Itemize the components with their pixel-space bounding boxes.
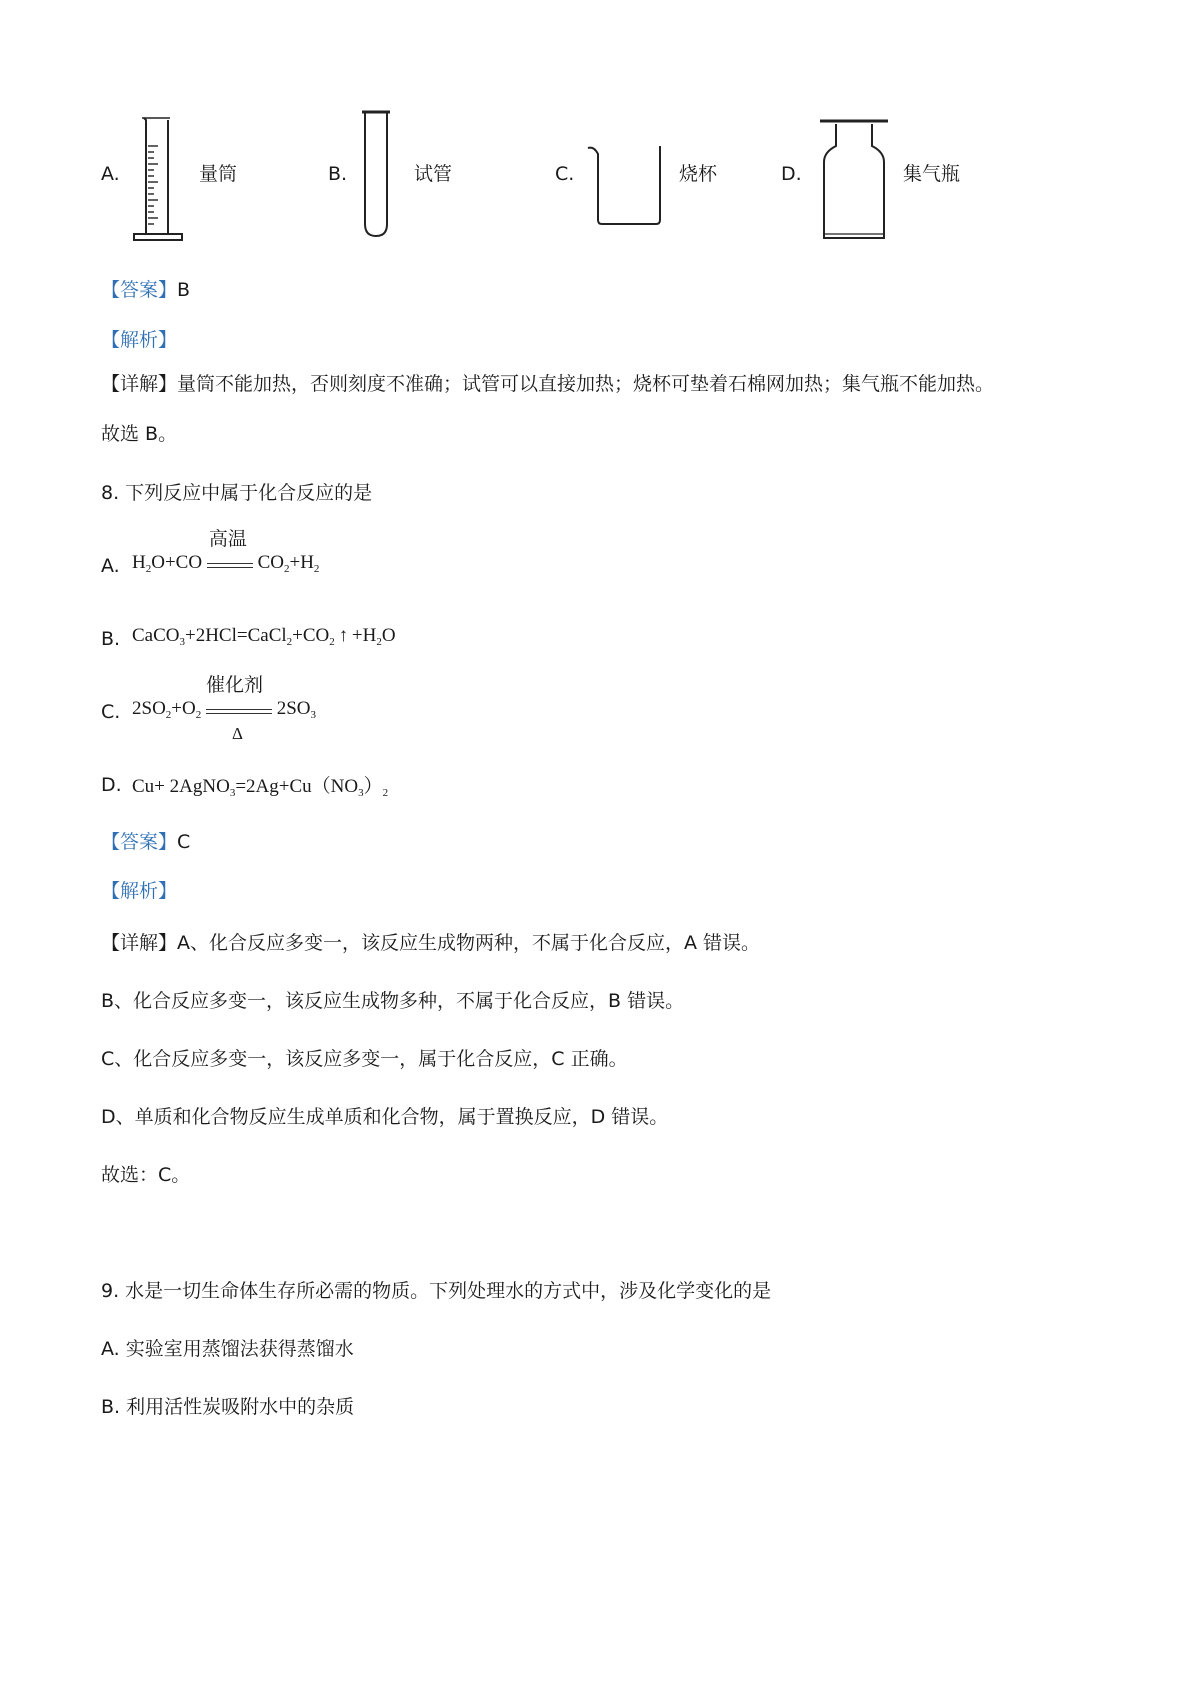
q7-option-c-letter: C.	[555, 163, 575, 185]
q8-option-a-letter: A.	[101, 555, 120, 577]
q8-answer-line	[101, 830, 190, 854]
q7-option-b-name: 试管	[414, 163, 453, 185]
gas-jar-icon	[818, 118, 890, 242]
q8-option-d-letter: D.	[101, 774, 122, 796]
q8-detail-line-b: B、化合反应多变一，该反应生成物多种，不属于化合反应，B 错误。	[101, 990, 685, 1012]
q9-option-a: A. 实验室用蒸馏法获得蒸馏水	[101, 1338, 354, 1360]
q8-option-b-equation: $CaCO_3+2HCl=CaCl_2+CO_2$ ↑ $+H_2O$	[132, 625, 396, 648]
q7-answer-tag: 【答案】	[101, 279, 178, 301]
q7-answer-line	[101, 278, 190, 302]
q7-detail-line	[101, 372, 994, 396]
q8-option-b-letter: B.	[101, 628, 121, 650]
q7-option-a-letter: A.	[101, 163, 120, 185]
beaker-icon	[586, 142, 666, 228]
q7-detail-text: 量筒不能加热，否则刻度不准确；试管可以直接加热；烧杯可垫着石棉网加热；集气瓶不能加热。	[177, 373, 995, 395]
q8-option-c-letter: C.	[101, 701, 121, 723]
q8-option-d-equation: $Cu+ 2AgNO_3=2Ag+Cu(NO_3)_2$	[132, 776, 389, 799]
q8-conclusion: 故选：C。	[101, 1164, 191, 1186]
q8-analysis-tag: 【解析】	[101, 880, 178, 902]
q8-option-a-equation: $H_2O+CO$ 高温 $CO_2+H_2$	[132, 552, 319, 574]
test-tube-icon	[360, 110, 392, 240]
q7-detail-tag: 【详解】	[101, 373, 178, 395]
condition-high-temp: 高温	[208, 527, 247, 550]
q7-conclusion: 故选 B。	[101, 423, 178, 445]
q7-analysis-tag: 【解析】	[101, 329, 178, 351]
condition-heat: Δ	[231, 723, 243, 743]
q7-option-d-letter: D.	[781, 163, 802, 185]
equation-condition-arrow	[205, 673, 272, 743]
q7-option-d-name: 集气瓶	[903, 163, 961, 185]
condition-catalyst: 催化剂	[205, 673, 263, 696]
q7-option-a-name: 量筒	[199, 163, 238, 185]
q8-detail-line-d: D、单质和化合物反应生成单质和化合物，属于置换反应，D 错误。	[101, 1106, 669, 1128]
q9-option-b: B. 利用活性炭吸附水中的杂质	[101, 1396, 355, 1418]
q8-answer-value: C	[177, 831, 191, 853]
q8-answer-tag: 【答案】	[101, 831, 178, 853]
q8-stem: 8. 下列反应中属于化合反应的是	[101, 482, 373, 504]
q7-answer-value: B	[177, 279, 191, 301]
q8-option-c-equation: $2SO_2+O_2$ 催化剂 Δ $2SO_3$	[132, 698, 316, 720]
graduated-cylinder-icon	[132, 116, 188, 244]
q8-detail-line-c: C、化合反应多变一，该反应多变一，属于化合反应，C 正确。	[101, 1048, 628, 1070]
q9-stem: 9. 水是一切生命体生存所必需的物质。下列处理水的方式中，涉及化学变化的是	[101, 1280, 772, 1302]
q7-option-c-name: 烧杯	[679, 163, 718, 185]
q8-detail-line-a	[101, 931, 760, 955]
q8-detail-text-a: A、化合反应多变一，该反应生成物两种，不属于化合反应，A 错误。	[177, 932, 761, 954]
q7-option-b-letter: B.	[328, 163, 348, 185]
q8-detail-tag: 【详解】	[101, 932, 178, 954]
equation-condition-arrow	[207, 527, 253, 574]
